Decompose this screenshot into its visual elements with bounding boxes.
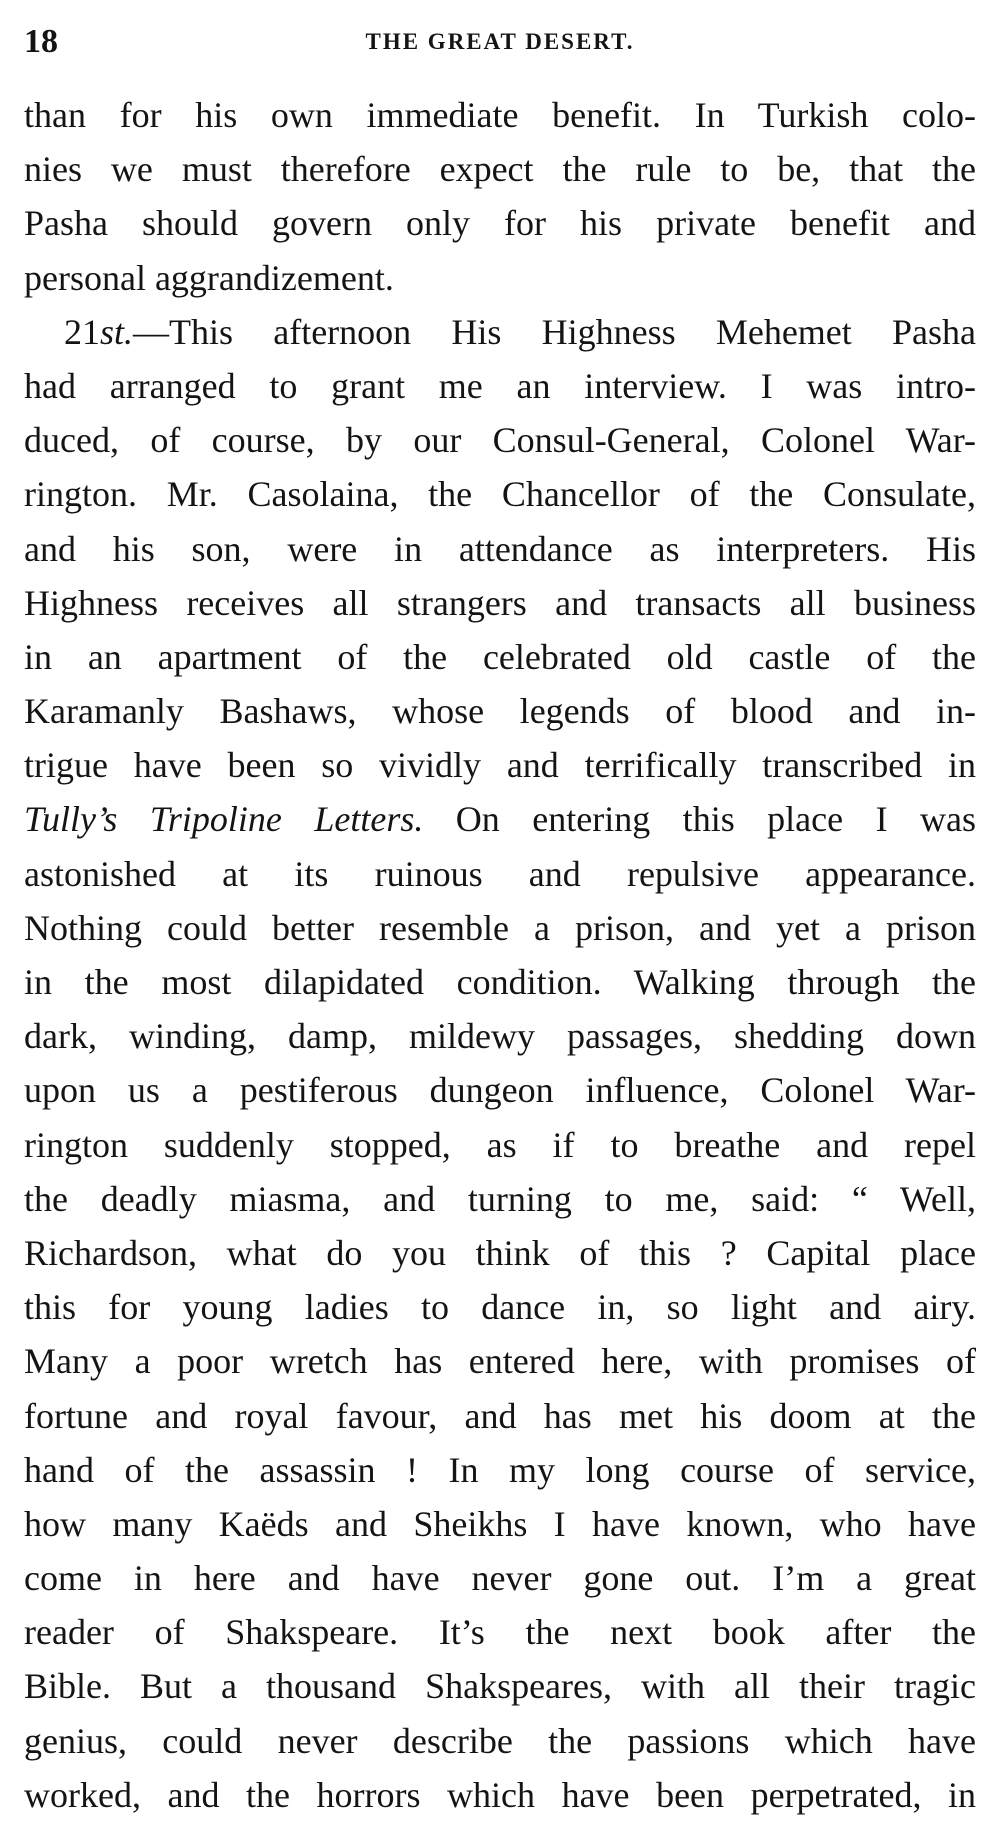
text-run: On entering this place I was [423, 799, 976, 840]
text-run: upon us a pestiferous dungeon influence, Colonel War- [24, 1070, 976, 1111]
text-line [24, 1172, 976, 1226]
text-run: Richardson, what do you think of this ? Capital place [24, 1232, 976, 1273]
text-line [24, 1009, 976, 1063]
text-line [24, 1497, 976, 1551]
text-run: personal aggrandizement. [24, 257, 394, 298]
text-line [24, 413, 976, 467]
text-line [24, 792, 976, 846]
text-run: how many Kaëds and Sheikhs I have known, who have [24, 1503, 976, 1544]
text-run: duced, of course, by our Consul-General, Colonel War- [24, 420, 976, 461]
italic-text: Tully’s Tripoline Letters. [24, 799, 424, 840]
text-run: Karamanly Bashaws, whose legends of blood and in- [24, 691, 976, 732]
text-run: Highness receives all strangers and transacts all business [24, 582, 976, 623]
text-run: the deadly miasma, and turning to me, said: “ Well, [24, 1178, 976, 1219]
text-line [24, 1714, 976, 1768]
text-run: fortune and royal favour, and has met his doom at the [24, 1395, 976, 1436]
text-line [24, 955, 976, 1009]
text-run: come in here and have never gone out. I’m a great [24, 1558, 976, 1599]
text-line [24, 142, 976, 196]
text-run: had arranged to grant me an interview. I was intro- [24, 365, 976, 406]
text-run: reader of Shakspeare. It’s the next book after the [24, 1612, 976, 1653]
text-run: hand of the assassin ! In my long course of service, [24, 1449, 976, 1490]
text-run: genius, could never describe the passions which have [24, 1720, 976, 1761]
text-line [24, 359, 976, 413]
running-head [24, 22, 976, 62]
text-run: Pasha should govern only for his private benefit and [24, 203, 976, 244]
text-line [24, 1118, 976, 1172]
text-line [24, 1389, 976, 1443]
text-run: Many a poor wretch has entered here, with promises of [24, 1341, 976, 1382]
running-title: THE GREAT DESERT. [365, 29, 635, 54]
text-run: in an apartment of the celebrated old castle of the [24, 636, 976, 677]
text-line [24, 1280, 976, 1334]
text-line [24, 251, 976, 305]
text-run: 21 [64, 311, 100, 352]
text-run: Nothing could better resemble a prison, and yet a prison [24, 907, 976, 948]
text-line [24, 684, 976, 738]
text-line [24, 1226, 976, 1280]
text-run: —This afternoon His Highness Mehemet Pasha [133, 311, 976, 352]
text-run: rington. Mr. Casolaina, the Chancellor of the Consulate, [24, 474, 976, 515]
text-run: trigue have been so vividly and terrifically transcribed in [24, 745, 976, 786]
text-run: rington suddenly stopped, as if to breathe and repel [24, 1124, 976, 1165]
text-line [24, 1605, 976, 1659]
text-line [24, 847, 976, 901]
text-line [24, 901, 976, 955]
text-run: this for young ladies to dance in, so light and airy. [24, 1287, 976, 1328]
text-line [24, 522, 976, 576]
text-run: nies we must therefore expect the rule to be, that the [24, 149, 976, 190]
text-line [24, 305, 976, 359]
text-run: and his son, were in attendance as interpreters. His [24, 528, 976, 569]
text-line [24, 467, 976, 521]
text-line [24, 1768, 976, 1822]
text-line [24, 576, 976, 630]
text-run: in the most dilapidated condition. Walking through the [24, 962, 976, 1002]
text-line [24, 88, 976, 142]
text-line [24, 738, 976, 792]
text-run: Bible. But a thousand Shakspeares, with all their tragic [24, 1666, 976, 1707]
text-line [24, 1551, 976, 1605]
text-line [24, 630, 976, 684]
body-text [24, 88, 976, 1822]
text-line [24, 1063, 976, 1117]
text-run: dark, winding, damp, mildewy passages, shedding down [24, 1016, 976, 1057]
text-run: worked, and the horrors which have been perpetrated, in [24, 1774, 976, 1815]
text-line [24, 196, 976, 250]
text-line [24, 1443, 976, 1497]
text-line [24, 1334, 976, 1388]
text-run: astonished at its ruinous and repulsive appearance. [24, 853, 976, 894]
text-run: than for his own immediate benefit. In Turkish colo- [24, 95, 976, 135]
italic-text: st. [100, 311, 134, 352]
page-number: 18 [24, 23, 58, 60]
text-line [24, 1659, 976, 1713]
